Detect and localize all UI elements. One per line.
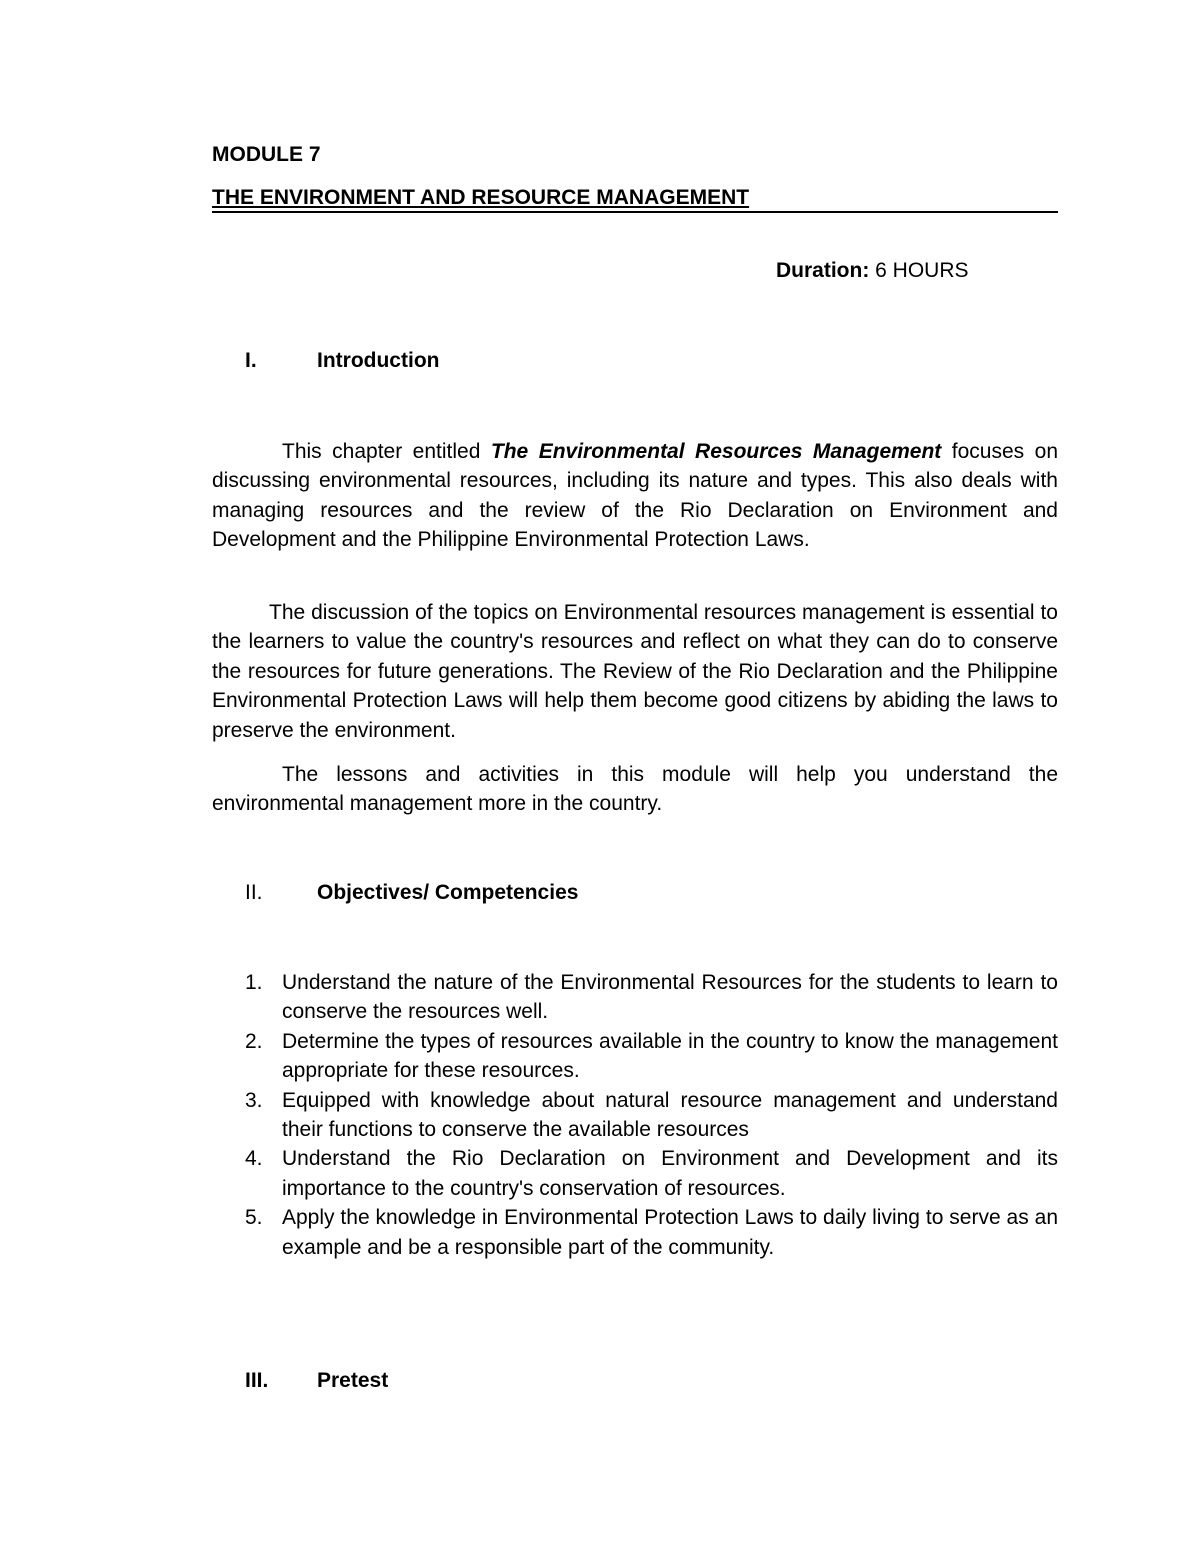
objective-item xyxy=(245,968,1058,1027)
objective-number: 1. xyxy=(245,971,263,994)
intro-p1-chapter-title: The Environmental Resources Management xyxy=(490,440,942,463)
intro-paragraph-1 xyxy=(212,437,1058,555)
objective-item xyxy=(245,1203,1058,1262)
section-number-3: III. xyxy=(245,1369,269,1392)
section-number-2: II. xyxy=(245,881,263,904)
intro-paragraph-3: The lessons and activities in this module will help you understand the environmental management more in the country. xyxy=(212,763,1058,816)
section-title-pretest: Pretest xyxy=(317,1369,389,1392)
objective-item xyxy=(245,1027,1058,1086)
objective-number: 2. xyxy=(245,1029,263,1053)
objective-number: 3. xyxy=(245,1088,263,1112)
objective-item xyxy=(245,1086,1058,1145)
duration-label: Duration: xyxy=(776,259,870,282)
objective-text: Determine the types of resources available in the country to know the management appropriate for these resources. xyxy=(282,1029,1058,1083)
objective-text: Understand the Rio Declaration on Environment and Development and its importance to the country's conservation of resources. xyxy=(282,1147,1058,1200)
section-title-introduction: Introduction xyxy=(317,349,440,372)
duration xyxy=(776,259,969,283)
section-title-objectives: Objectives/ Competencies xyxy=(317,881,579,904)
intro-p1-lead: This chapter entitled xyxy=(282,440,491,463)
objective-number: 4. xyxy=(245,1147,263,1171)
intro-p1-rest: focuses on discussing environmental resources, including its nature and types. This also deals with managing resources and the review of the Rio Declaration on Environment and Development and the Philippine Environmental Protection Laws. xyxy=(212,440,1058,552)
objective-number: 5. xyxy=(245,1206,263,1230)
objective-text: Equipped with knowledge about natural resource management and understand their functions to conserve the available resources xyxy=(282,1088,1058,1142)
intro-paragraph-2: The discussion of the topics on Environmental resources management is essential to the learners to value the country's resources and reflect on what they can do to conserve the resources for future generations. The Review of the Rio Declaration and the Philippine Environmental Protection Laws will help them become good citizens by abiding the laws to preserve the environment. xyxy=(212,601,1058,742)
module-title xyxy=(212,186,1058,213)
objective-text: Understand the nature of the Environmental Resources for the students to learn to conserve the resources well. xyxy=(282,971,1058,1024)
duration-value: 6 HOURS xyxy=(875,259,969,282)
objectives-list xyxy=(245,968,1058,1262)
objective-text: Apply the knowledge in Environmental Protection Laws to daily living to serve as an example and be a responsible part of the community. xyxy=(282,1206,1058,1259)
objective-item xyxy=(245,1144,1058,1203)
module-title-text: THE ENVIRONMENT AND RESOURCE MANAGEMENT xyxy=(212,186,750,209)
section-number-1: I. xyxy=(245,349,257,372)
module-number: MODULE 7 xyxy=(212,143,321,166)
